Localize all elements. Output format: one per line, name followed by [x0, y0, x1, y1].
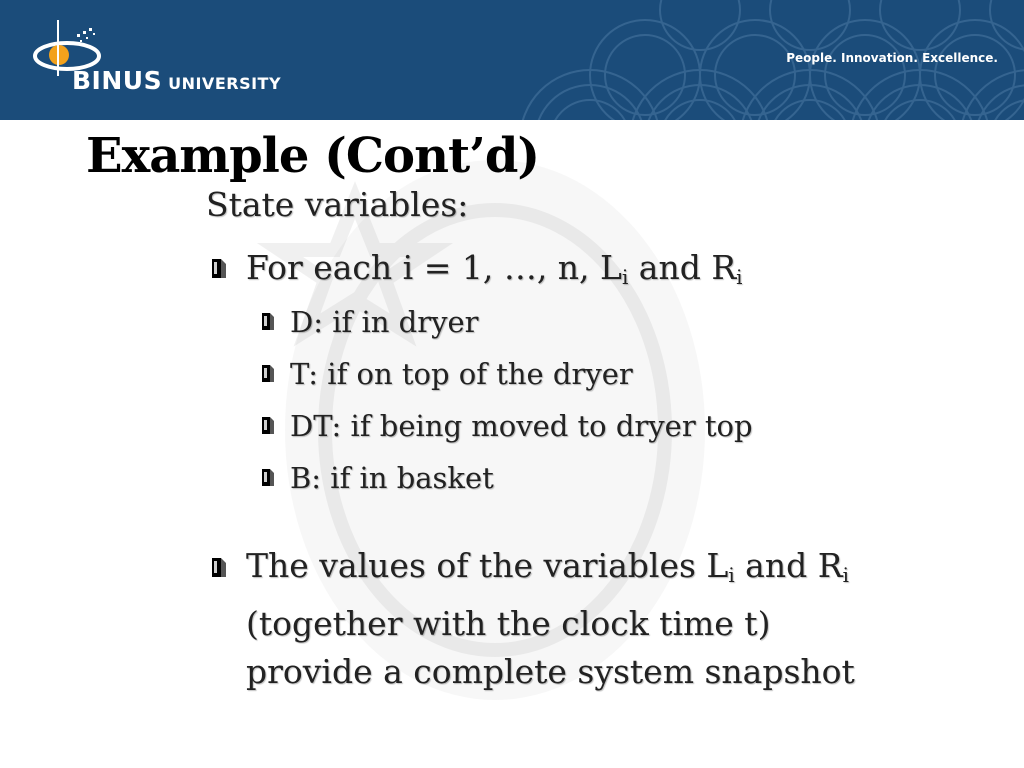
bullet-icon: [256, 414, 276, 438]
slide-title: Example (Cont’d): [86, 128, 540, 184]
bullet-item-state-vars: [246, 248, 743, 289]
sub-item-dryer: D: if in dryer: [290, 305, 479, 339]
bullet-item-snapshot: [246, 542, 855, 696]
subscript: i: [728, 563, 735, 587]
sub-item-top: T: if on top of the dryer: [290, 357, 633, 391]
bullet-line: [246, 542, 855, 600]
subscript: i: [842, 563, 849, 587]
sub-item-moving: DT: if being moved to dryer top: [290, 409, 753, 443]
bullet-icon: [256, 310, 276, 334]
logo-secondary-text: UNIVERSITY: [168, 74, 282, 93]
bullet-icon: [205, 256, 227, 282]
subscript: i: [621, 265, 629, 289]
subscript: i: [736, 265, 743, 289]
bullet-line: (together with the clock time t): [246, 603, 771, 643]
sub-item-basket: B: if in basket: [290, 461, 494, 495]
logo-primary-text: BINUS: [72, 66, 163, 95]
bullet-text: and R: [628, 248, 737, 287]
section-heading: State variables:: [206, 185, 469, 224]
bullet-text: and R: [734, 546, 843, 585]
bullet-text: For each i = 1, …, n, L: [246, 248, 622, 287]
tagline: People. Innovation. Excellence.: [786, 51, 998, 65]
bullet-icon: [256, 466, 276, 490]
bullet-icon: [205, 555, 227, 581]
bullet-icon: [256, 362, 276, 386]
bullet-text: The values of the variables L: [246, 546, 729, 585]
bullet-line: provide a complete system snapshot: [246, 651, 855, 691]
